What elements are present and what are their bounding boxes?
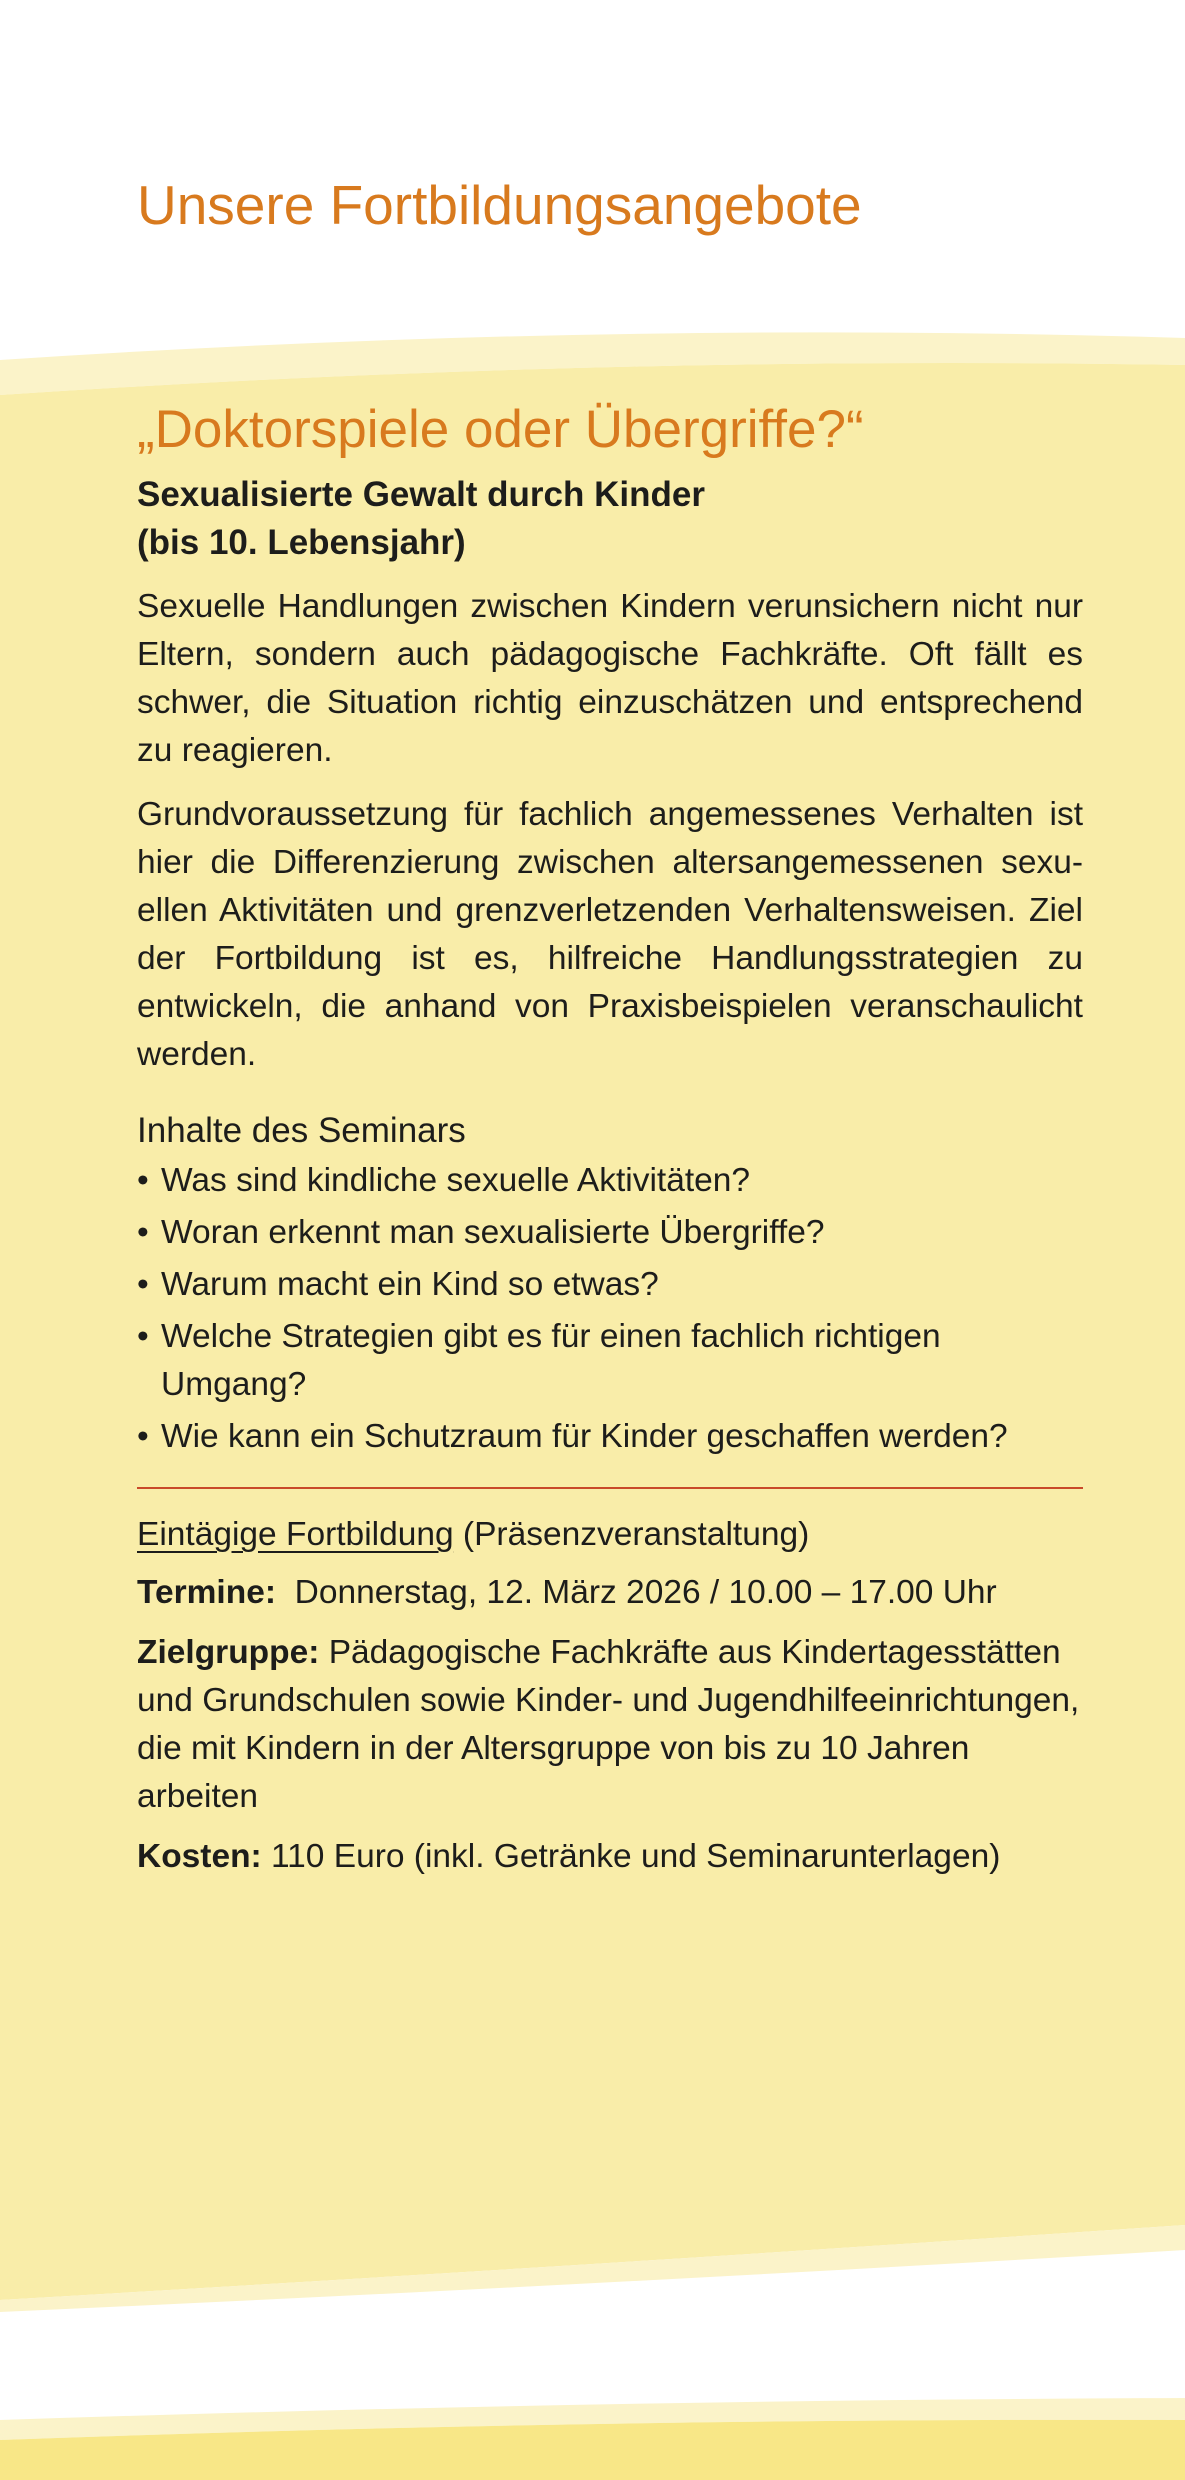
audience-line — [137, 1629, 1083, 1821]
seminar-content — [137, 400, 1083, 1893]
list-item: • Wie kann ein Schutzraum für Kinder geschaffen werden? — [137, 1413, 1083, 1461]
contents-heading: Inhalte des Seminars — [137, 1110, 466, 1150]
goal-paragraph: Grundvoraussetzung für fachlich angemessenes Verhalten ist hier die Differenzierung zwischen altersangemessenen sexuellen Aktivitäten und grenzverletzenden Verhaltensweisen. Ziel der Fortbildung ist es, hilfreiche Handlungsstrategien zu entwickeln, die anhand von Praxisbeispielen veranschaulicht werden. — [137, 795, 1083, 1073]
dates-line — [137, 1569, 1083, 1617]
seminar-subtitle-line1: Sexualisierte Gewalt durch Kinder — [137, 474, 705, 514]
page-heading: Unsere Fortbildungsangebote — [137, 174, 862, 236]
list-item: • Welche Strategien gibt es für einen fachlich richtigen Umgang? — [137, 1313, 1083, 1409]
divider — [137, 1487, 1083, 1489]
format-label: Eintägige Fortbildung — [137, 1515, 454, 1553]
format-note: (Präsenzveranstaltung) — [462, 1515, 810, 1553]
dates-label: Termine: — [137, 1573, 276, 1611]
seminar-subtitle-line2: (bis 10. Lebensjahr) — [137, 522, 466, 562]
list-item: • Was sind kindliche sexuelle Aktivitäten? — [137, 1157, 1083, 1205]
cost-value: 110 Euro (inkl. Getränke und Seminarunterlagen) — [271, 1837, 1001, 1875]
list-item: • Warum macht ein Kind so etwas? — [137, 1261, 1083, 1309]
format-line — [137, 1511, 1083, 1559]
seminar-subtitle — [137, 471, 1083, 567]
list-item: • Woran erkennt man sexualisierte Übergriffe? — [137, 1209, 1083, 1257]
cost-line — [137, 1833, 1083, 1881]
seminar-title: „Doktorspiele oder Übergriffe?“ — [137, 400, 864, 459]
intro-paragraph: Sexuelle Handlungen zwischen Kindern verunsichern nicht nur Eltern, sondern auch pädagogische Fachkräfte. Oft fällt es schwer, die Situation richtig einzuschätzen und entsprechend zu reagieren. — [137, 587, 1083, 769]
cost-label: Kosten: — [137, 1837, 262, 1875]
audience-label: Zielgruppe: — [137, 1633, 320, 1671]
audience-value: Pädagogische Fachkräfte aus Kindertagesstätten und Grundschulen sowie Kinder- und Jugendhilfeeinrichtungen, die mit Kindern in der Altersgruppe von bis zu 10 Jahren arbeiten — [137, 1633, 1080, 1815]
contents-list — [137, 1157, 1083, 1461]
dates-value: Donnerstag, 12. März 2026 / 10.00 – 17.00 Uhr — [294, 1573, 997, 1611]
